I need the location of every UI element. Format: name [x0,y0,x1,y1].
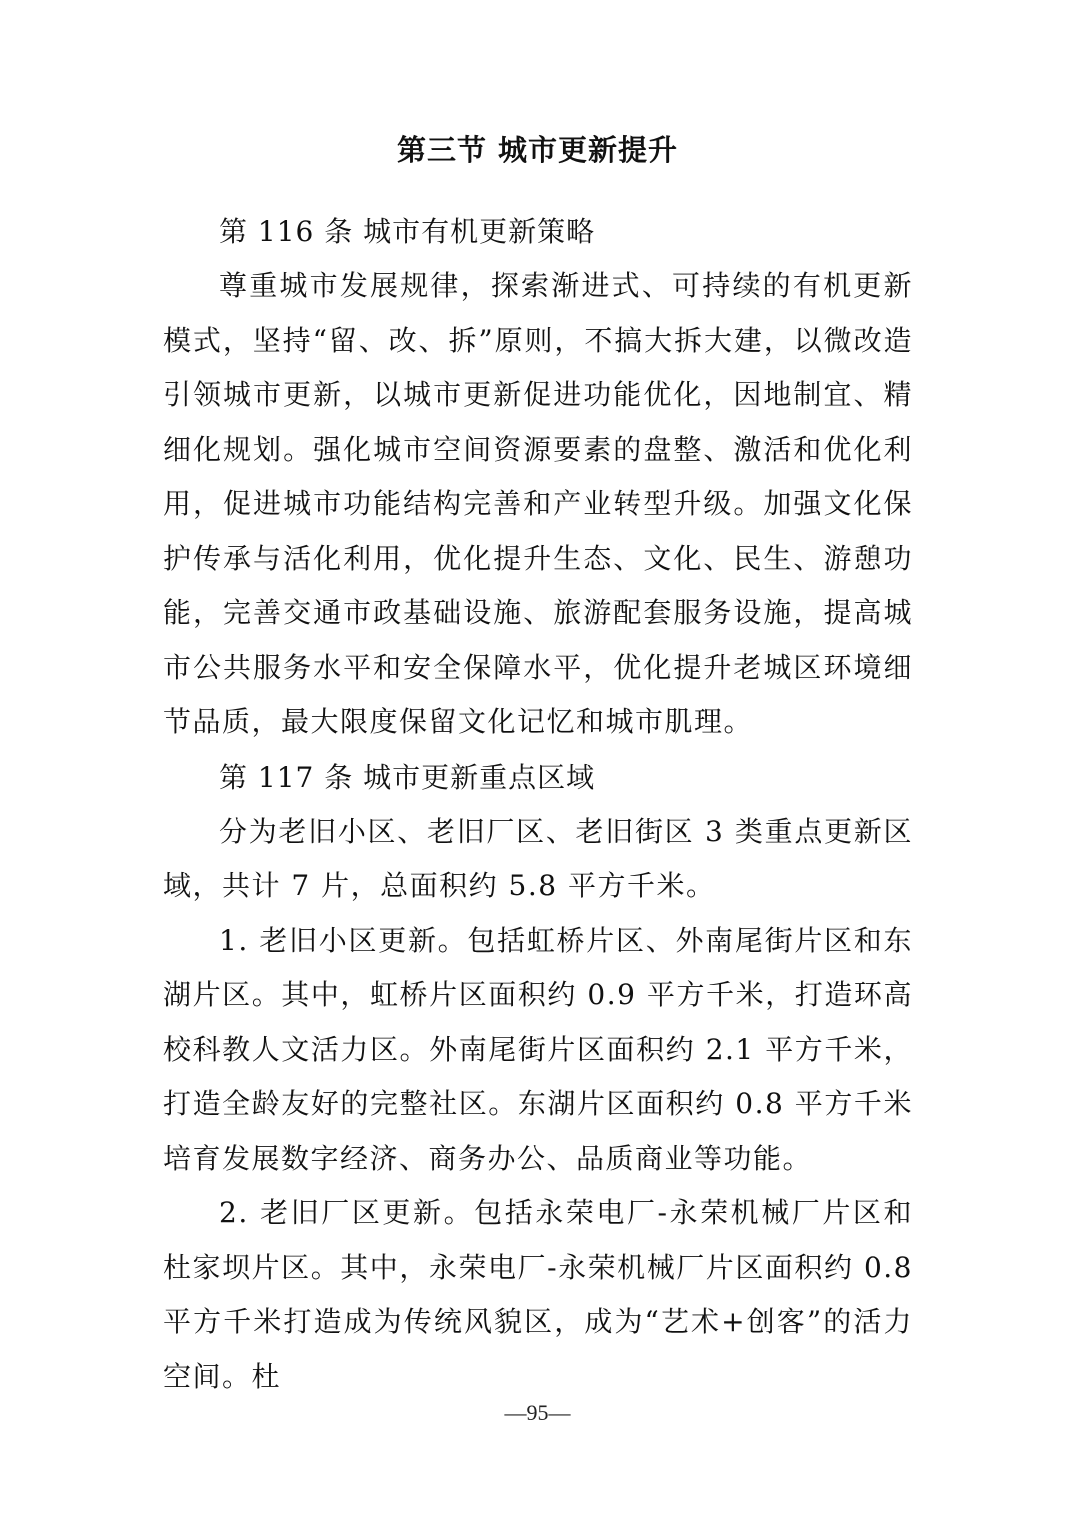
document-body [163,204,913,1404]
page-number: —95— [504,1400,571,1425]
article-heading: 第 116 条 城市有机更新策略 [219,215,596,248]
article-paragraph: 尊重城市发展规律，探索渐进式、可持续的有机更新模式，坚持“留、改、拆”原则，不搞大拆大建，以微改造引领城市更新，以城市更新促进功能优化，因地制宜、精细化规划。强化城市空间资源要素的盘整、激活和优化利用，促进城市功能结构完善和产业转型升级。加强文化保护传承与活化利用，优化提升生态、文化、民生、游憩功能，完善交通市政基础设施、旅游配套服务设施，提高城市公共服务水平和安全保障水平，优化提升老城区环境细节品质，最大限度保留文化记忆和城市肌理。 [163,269,913,738]
article-paragraph: 1. 老旧小区更新。包括虹桥片区、外南尾街片区和东湖片区。其中，虹桥片区面积约 0.9 平方千米，打造环高校科教人文活力区。外南尾街片区面积约 2.1 平方千米，打造全龄友好的完整社区。东湖片区面积约 0.8 平方千米培育发展数字经济、商务办公、品质商业等功能。 [163,923,913,1175]
article-paragraph: 2. 老旧厂区更新。包括永荣电厂-永荣机械厂片区和杜家坝片区。其中，永荣电厂-永荣机械厂片区面积约 0.8 平方千米打造成为传统风貌区，成为“艺术+创客”的活力空间。杜 [163,1196,913,1393]
article-116 [163,204,913,750]
article-117 [163,750,913,1405]
section-title: 第三节 城市更新提升 [396,133,679,167]
article-paragraph: 分为老旧小区、老旧厂区、老旧街区 3 类重点更新区域，共计 7 片，总面积约 5.8 平方千米。 [163,814,913,902]
article-heading: 第 117 条 城市更新重点区域 [219,760,596,794]
